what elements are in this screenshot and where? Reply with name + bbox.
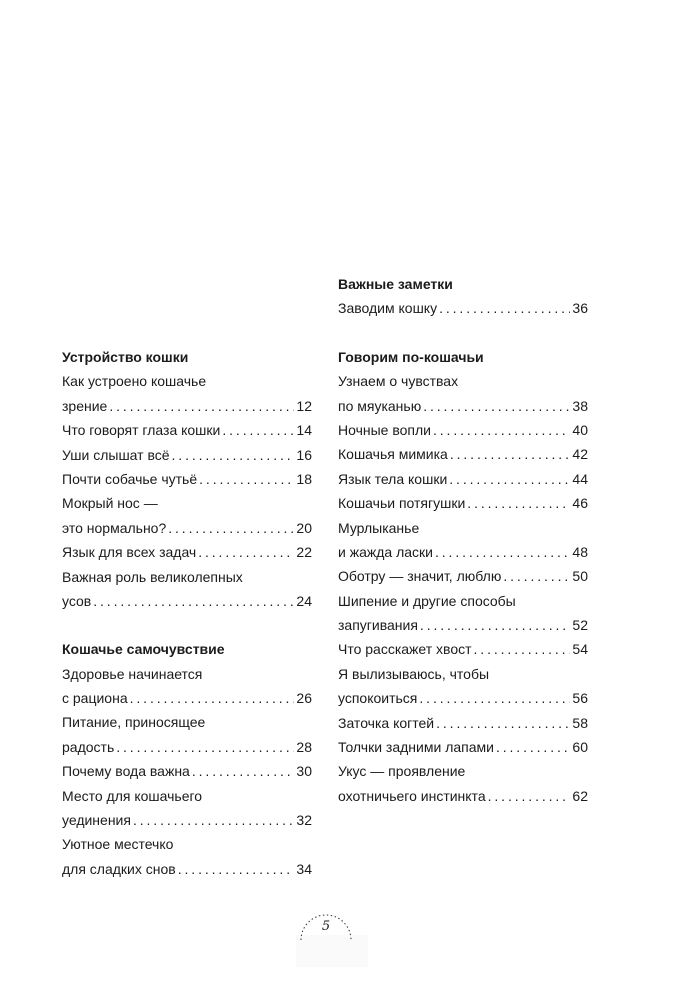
toc-entry-title: Почему вода важна — [62, 763, 190, 780]
toc-entry-line — [62, 857, 312, 881]
toc-entry[interactable] — [338, 735, 588, 759]
toc-page-number: 16 — [296, 446, 312, 463]
toc-entry-line — [338, 467, 588, 491]
dot-leader — [433, 418, 570, 442]
dot-leader — [419, 686, 570, 710]
toc-entry-line — [62, 540, 312, 564]
toc-entry-title: Толчки задними лапами — [338, 739, 494, 756]
toc-section — [338, 272, 588, 321]
toc-entry[interactable] — [338, 467, 588, 491]
toc-entry-title: успокоиться — [338, 690, 418, 707]
toc-entry[interactable] — [62, 832, 312, 881]
toc-entry-title: Узнаем о чувствах — [338, 373, 459, 390]
toc-entry-title: Я вылизываюсь, чтобы — [338, 665, 490, 682]
toc-entry[interactable] — [62, 565, 312, 614]
toc-entry-line — [338, 686, 588, 710]
dot-leader — [222, 418, 294, 442]
toc-entry-line — [338, 759, 588, 783]
toc-entry-line — [62, 710, 312, 734]
toc-entry-title: Язык для всех задач — [62, 544, 197, 561]
toc-entry-title: уединения — [62, 812, 131, 829]
dot-leader — [93, 589, 294, 613]
dot-leader — [109, 394, 294, 418]
dot-leader — [488, 784, 571, 808]
toc-entry-title: запугивания — [338, 617, 418, 634]
dot-leader — [420, 613, 571, 637]
toc-entry[interactable] — [62, 491, 312, 540]
toc-entry-title: для сладких снов — [62, 860, 176, 877]
toc-entry[interactable] — [62, 418, 312, 442]
toc-page-number: 62 — [572, 787, 588, 804]
toc-left-column — [62, 345, 312, 881]
toc-entry-title: охотничьего инстинкта — [338, 787, 486, 804]
toc-entry[interactable] — [338, 589, 588, 638]
toc-right-column — [338, 272, 588, 808]
dot-leader — [172, 443, 295, 467]
toc-page-number: 54 — [572, 641, 588, 658]
toc-entry-title: Уши слышат всё — [62, 446, 170, 463]
toc-entry-title: усов — [62, 592, 92, 609]
toc-entry-line — [338, 418, 588, 442]
toc-entry-title: Кошачья мимика — [338, 446, 448, 463]
toc-entry[interactable] — [338, 759, 588, 808]
toc-entry-line — [62, 443, 312, 467]
toc-entry[interactable] — [62, 662, 312, 711]
toc-entry-title: Заточка когтей — [338, 714, 435, 731]
toc-entry-line — [338, 564, 588, 588]
toc-page-number: 14 — [296, 422, 312, 439]
toc-entry-title: Что расскажет хвост — [338, 641, 472, 658]
toc-entry-title: с рациона — [62, 690, 128, 707]
dot-leader — [423, 394, 570, 418]
toc-entry-line — [338, 735, 588, 759]
toc-entry-line — [338, 394, 588, 418]
toc-section — [62, 345, 312, 613]
toc-entry-title: Оботру — значит, люблю — [338, 568, 502, 585]
section-title: Устройство кошки — [62, 349, 189, 365]
toc-entry[interactable] — [62, 540, 312, 564]
dot-leader — [439, 296, 570, 320]
toc-entry[interactable] — [338, 637, 588, 661]
toc-entry-title: Почти собачье чутьё — [62, 470, 198, 487]
toc-entry-line — [62, 516, 312, 540]
toc-page-number: 18 — [296, 470, 312, 487]
toc-entry-line — [338, 711, 588, 735]
toc-page-number: 22 — [296, 544, 312, 561]
toc-entry-title: радость — [62, 738, 115, 755]
dot-leader — [168, 516, 294, 540]
dot-leader — [133, 808, 294, 832]
toc-entry-title: зрение — [62, 397, 108, 414]
toc-entry-line — [62, 808, 312, 832]
toc-entry-line — [62, 491, 312, 515]
dot-leader — [178, 857, 295, 881]
toc-entry[interactable] — [338, 418, 588, 442]
toc-entry-line — [62, 662, 312, 686]
toc-entry-line — [62, 369, 312, 393]
toc-entry-line — [62, 418, 312, 442]
toc-entry-line — [62, 784, 312, 808]
toc-entry-title: Что говорят глаза кошки — [62, 422, 221, 439]
toc-entry-line — [338, 662, 588, 686]
dot-leader — [198, 540, 294, 564]
toc-page-number: 56 — [572, 690, 588, 707]
toc-entry-title: по мяуканью — [338, 397, 422, 414]
toc-entry-line — [62, 394, 312, 418]
toc-entry-title: Питание, приносящее — [62, 714, 206, 731]
toc-entry-line — [62, 467, 312, 491]
dot-leader — [467, 491, 570, 515]
toc-entry-title: Заводим кошку — [338, 300, 438, 317]
toc-entry-title: Как устроено кошачье — [62, 373, 207, 390]
toc-page-number: 48 — [572, 543, 588, 560]
toc-entry-title: это нормально? — [62, 519, 167, 536]
toc-entry-line — [338, 613, 588, 637]
toc-entry-line — [338, 540, 588, 564]
dot-leader — [449, 467, 570, 491]
toc-entry[interactable] — [338, 369, 588, 418]
toc-page-number: 60 — [572, 739, 588, 756]
toc-entry-title: Мокрый нос — — [62, 495, 158, 512]
dot-leader — [130, 686, 295, 710]
toc-entry[interactable] — [62, 369, 312, 418]
toc-entry-title: Ночные вопли — [338, 421, 431, 438]
page-number: 5 — [321, 919, 331, 934]
toc-page-number: 46 — [572, 495, 588, 512]
toc-page-number: 30 — [296, 763, 312, 780]
dot-leader — [450, 442, 571, 466]
toc-page-number: 50 — [572, 568, 588, 585]
toc-entry-line — [62, 565, 312, 589]
toc-entry[interactable] — [62, 784, 312, 833]
toc-page-number: 32 — [296, 812, 312, 829]
toc-page-number: 52 — [572, 617, 588, 634]
toc-entry-line — [62, 686, 312, 710]
dot-leader — [192, 759, 295, 783]
toc-entry[interactable] — [338, 442, 588, 466]
dot-leader — [435, 540, 570, 564]
toc-entry-line — [338, 491, 588, 515]
toc-entry-line — [338, 784, 588, 808]
dot-leader — [199, 467, 294, 491]
dot-leader — [474, 637, 571, 661]
toc-entry-title: Кошачьи потягушки — [338, 495, 466, 512]
toc-page-number: 34 — [296, 860, 312, 877]
toc-page-number: 44 — [572, 470, 588, 487]
toc-section — [62, 637, 312, 881]
section-title: Важные заметки — [338, 276, 453, 292]
toc-entry-line — [338, 637, 588, 661]
dot-leader — [496, 735, 570, 759]
toc-page-number: 20 — [296, 519, 312, 536]
toc-page-number: 42 — [572, 446, 588, 463]
toc-page-number: 36 — [572, 300, 588, 317]
toc-entry-title: Мурлыканье — [338, 519, 420, 536]
toc-entry[interactable] — [62, 467, 312, 491]
toc-entry-line — [62, 759, 312, 783]
toc-page-number: 12 — [296, 397, 312, 414]
toc-entry[interactable] — [338, 296, 588, 320]
toc-entry-line — [62, 589, 312, 613]
toc-entry-title: Уютное местечко — [62, 836, 174, 853]
toc-page-number: 38 — [572, 397, 588, 414]
toc-entry-title: и жажда ласки — [338, 543, 433, 560]
toc-entry-title: Место для кошачьего — [62, 787, 203, 804]
toc-entry-line — [62, 735, 312, 759]
toc-entry[interactable] — [338, 564, 588, 588]
toc-entry[interactable] — [62, 443, 312, 467]
toc-entry-title: Укус — проявление — [338, 763, 466, 780]
page-number-badge — [296, 908, 356, 966]
section-title: Кошачье самочувствие — [62, 641, 225, 658]
toc-entry-line — [338, 516, 588, 540]
section-title: Говорим по-кошачьи — [338, 348, 484, 365]
toc-entry[interactable] — [338, 662, 588, 711]
dot-leader — [436, 711, 570, 735]
toc-entry[interactable] — [338, 711, 588, 735]
toc-entry-line — [338, 296, 588, 320]
toc-entry-title: Язык тела кошки — [338, 470, 448, 487]
toc-entry-line — [338, 442, 588, 466]
toc-page-number: 40 — [572, 421, 588, 438]
toc-entry-title: Здоровье начинается — [62, 665, 203, 682]
toc-entry[interactable] — [338, 491, 588, 515]
toc-entry-title: Шипение и другие способы — [338, 592, 516, 609]
toc-page-number: 58 — [572, 714, 588, 731]
toc-entry[interactable] — [338, 516, 588, 565]
toc-entry-line — [338, 369, 588, 393]
toc-entry-line — [338, 589, 588, 613]
toc-section — [338, 345, 588, 808]
toc-entry[interactable] — [62, 710, 312, 759]
toc-entry-line — [62, 832, 312, 856]
dot-leader — [503, 564, 570, 588]
toc-entry[interactable] — [62, 759, 312, 783]
toc-entry-title: Важная роль великолепных — [62, 568, 243, 585]
toc-page-number: 28 — [296, 738, 312, 755]
toc-page-number: 26 — [296, 690, 312, 707]
dot-leader — [116, 735, 294, 759]
toc-page-number: 24 — [296, 592, 312, 609]
